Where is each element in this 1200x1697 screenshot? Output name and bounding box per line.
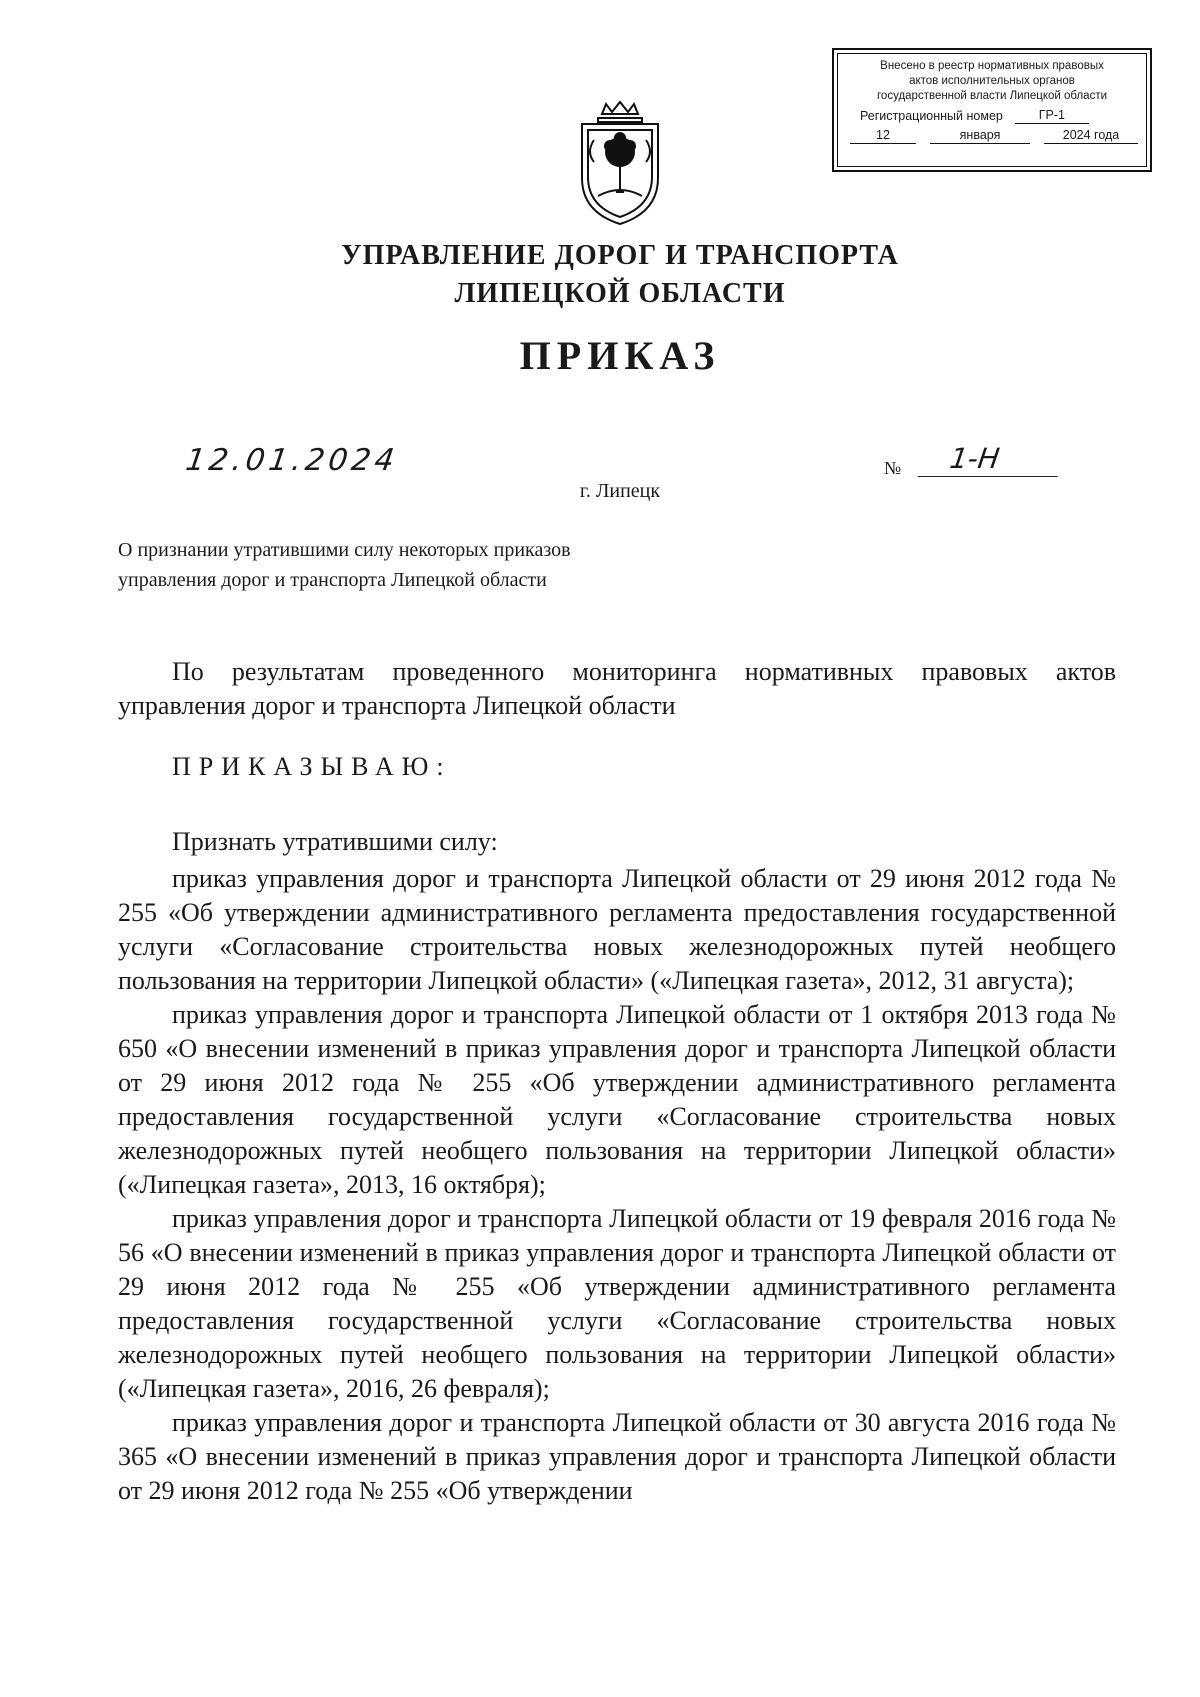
stamp-line: государственной власти Липецкой области [876, 90, 1108, 102]
revoked-orders-list [118, 862, 1116, 1508]
order-subject: О признании утратившими силу некоторых приказов управления дорог и транспорта Липецкой области [118, 539, 571, 591]
decree-heading: ПРИКАЗЫВАЮ: [172, 752, 452, 781]
city: г. Липецк [579, 480, 661, 502]
org-name-line2: ЛИПЕЦКОЙ ОБЛАСТИ [454, 278, 786, 309]
stamp-year: 2024 года [1044, 127, 1138, 144]
number-label: № [884, 458, 902, 478]
stamp-line: Внесено в реестр нормативных правовых [880, 60, 1104, 72]
lead-paragraph: Признать утратившими силу: [172, 827, 498, 856]
registry-stamp [832, 48, 1152, 172]
lipetsk-coat-of-arms-icon [572, 100, 668, 228]
stamp-month: января [930, 127, 1030, 144]
stamp-reg-number: ГР-1 [1015, 107, 1089, 124]
list-item: приказ управления дорог и транспорта Липецкой области от 19 февраля 2016 года № 56 «О внесении изменений в приказ управления дорог и транспорта Липецкой области от 29 июня 2012 года № 255 «Об утверждении административного регламента предоставления государственной услуги «Согласование строительства новых железнодорожных путей необщего пользования на территории Липецкой области» («Липецкая газета», 2016, 26 февраля); [118, 1204, 1116, 1403]
stamp-line: актов исполнительных органов [909, 75, 1075, 87]
order-date: 12.01.2024 [183, 443, 401, 478]
list-item: приказ управления дорог и транспорта Липецкой области от 29 июня 2012 года № 255 «Об утверждении административного регламента предоставления государственной услуги «Согласование строительства новых железнодорожных путей необщего пользования на территории Липецкой области» («Липецкая газета», 2012, 31 августа); [118, 864, 1116, 995]
stamp-reg-number-label: Регистрационный номер [860, 109, 1003, 123]
org-name-line1: УПРАВЛЕНИЕ ДОРОГ И ТРАНСПОРТА [341, 240, 899, 271]
list-item: приказ управления дорог и транспорта Липецкой области от 30 августа 2016 года № 365 «О внесении изменений в приказ управления дорог и транспорта Липецкой области от 29 июня 2012 года № 255 «Об утверждении [118, 1408, 1116, 1505]
order-number: 1-Н [918, 442, 1063, 477]
intro-paragraph: По результатам проведенного мониторинга нормативных правовых актов управления дорог и транспорта Липецкой области [118, 657, 1116, 720]
list-item: приказ управления дорог и транспорта Липецкой области от 1 октября 2013 года № 650 «О внесении изменений в приказ управления дорог и транспорта Липецкой области от 29 июня 2012 года № 255 «Об утверждении административного регламента предоставления государственной услуги «Согласование строительства новых железнодорожных путей необщего пользования на территории Липецкой области» («Липецкая газета», 2013, 16 октября); [118, 1000, 1116, 1199]
stamp-day: 12 [850, 127, 916, 144]
document-type-title: ПРИКАЗ [519, 333, 721, 378]
